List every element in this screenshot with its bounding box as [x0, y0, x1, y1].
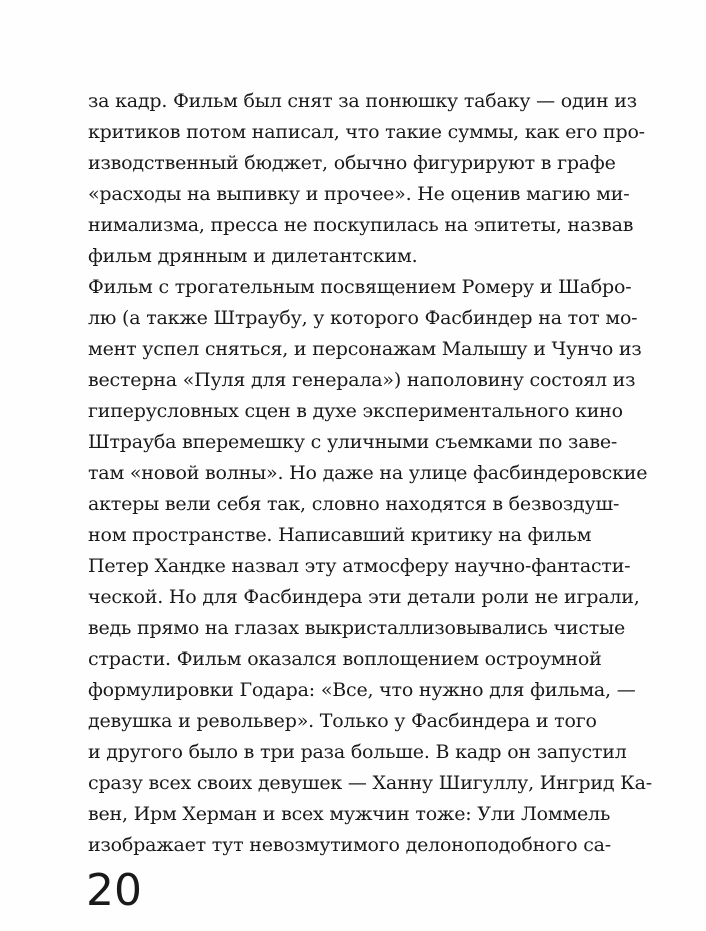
text-line: ческой. Но для Фасбиндера эти детали роли не играли, — [88, 586, 640, 608]
text-line: нимализма, пресса не поскупилась на эпитеты, назвав — [88, 214, 634, 236]
text-line: «расходы на выпивку и прочее». Не оценив магию ми- — [88, 183, 630, 205]
text-line: гиперусловных сцен в духе экспериментального кино — [88, 400, 623, 422]
text-line: и другого было в три раза больше. В кадр он запустил — [88, 741, 627, 763]
body-text — [88, 86, 653, 861]
text-line: изображает тут невозмутимого делоноподобного са- — [88, 834, 611, 856]
text-line: критиков потом написал, что такие суммы, как его про- — [88, 121, 645, 143]
text-line: мент успел сняться, и персонажам Малышу и Чунчо из — [88, 338, 642, 360]
text-line: сразу всех своих девушек — Ханну Шигуллу, Ингрид Ка- — [88, 772, 653, 794]
text-line: там «новой волны». Но даже на улице фасбиндеровские — [88, 462, 648, 484]
text-line: фильм дрянным и дилетантским. — [88, 245, 418, 267]
text-line: Петер Хандке назвал эту атмосферу научно-фантасти- — [88, 555, 631, 577]
text-line: девушка и револьвер». Только у Фасбиндера и того — [88, 710, 597, 732]
text-line: актеры вели себя так, словно находятся в безвоздуш- — [88, 493, 620, 515]
text-line: изводственный бюджет, обычно фигурируют в графе — [88, 152, 616, 174]
text-line: ведь прямо на глазах выкристаллизовывались чистые — [88, 617, 626, 639]
text-line: вен, Ирм Херман и всех мужчин тоже: Ули Ломмель — [88, 803, 611, 825]
text-line: за кадр. Фильм был снят за понюшку табаку — один из — [88, 90, 637, 112]
page-number: 20 — [86, 865, 142, 916]
text-line: Штрауба вперемешку с уличными съемками по заве- — [88, 431, 618, 453]
text-line: ном пространстве. Написавший критику на фильм — [88, 524, 592, 546]
text-line: вестерна «Пуля для генерала») наполовину состоял из — [88, 369, 636, 391]
text-line: формулировки Годара: «Все, что нужно для фильма, — — [88, 679, 636, 701]
text-line: страсти. Фильм оказался воплощением остроумной — [88, 648, 602, 670]
text-line: Фильм с трогательным посвящением Ромеру и Шабро- — [88, 276, 632, 298]
text-line: лю (а также Штраубу, у которого Фасбиндер на тот мо- — [88, 307, 638, 329]
